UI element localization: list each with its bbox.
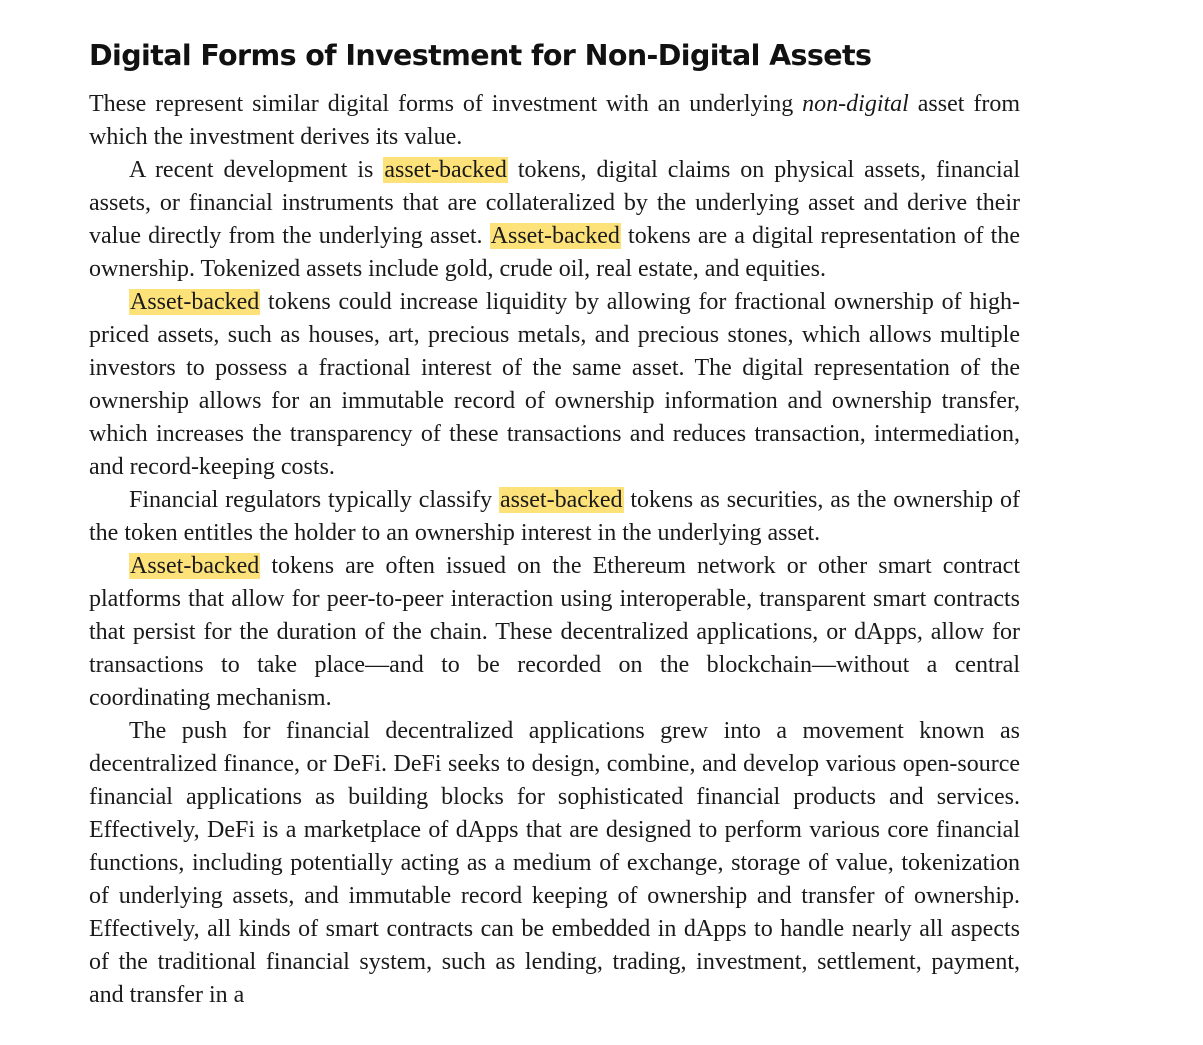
section-heading: Digital Forms of Investment for Non-Digital Assets xyxy=(89,39,872,72)
text-run: A recent development is xyxy=(129,157,384,183)
paragraph-1 xyxy=(89,88,1020,154)
text-run: tokens as securities, as the ownership of the token entitles the holder to an ownership interest in the underlying asset. xyxy=(89,487,1021,546)
text-run: tokens are a digital representation of the ownership. Tokenized assets include gold, crude oil, real estate, and equities. xyxy=(89,223,1020,282)
highlighted-term[interactable]: asset-backed xyxy=(384,157,507,183)
text-run: These represent similar digital forms of investment with an underlying xyxy=(89,91,803,117)
emphasis-text: non-digital xyxy=(802,91,909,117)
paragraph-2 xyxy=(89,154,1020,286)
text-run: Financial regulators typically classify xyxy=(129,487,499,513)
paragraph-4 xyxy=(89,484,1020,550)
text-run: tokens are often issued on the Ethereum network or other smart contract platforms that allow for peer-to-peer interaction using interoperable, transparent smart contracts that persist for the duration of the chain. These decentralized applications, or dApps, allow for transactions to take place—and to be recorded on the blockchain—without a central coordinating mechanism. xyxy=(89,553,1020,711)
paragraph-5 xyxy=(89,550,1020,715)
highlighted-term[interactable]: Asset-backed xyxy=(130,289,260,315)
paragraph-3 xyxy=(89,286,1020,484)
text-run: tokens, digital claims on physical assets, financial assets, or financial instruments that are collateralized by the underlying asset and derive their value directly from the underlying asset. xyxy=(89,157,1021,249)
highlighted-term[interactable]: asset-backed xyxy=(499,487,623,513)
paragraph-6 xyxy=(89,715,1020,1012)
text-run: tokens could increase liquidity by allowing for fractional ownership of high-priced assets, such as houses, art, precious metals, and precious stones, which allows multiple investors to possess a fractional interest of the same asset. The digital representation of the ownership allows for an immutable record of ownership information and ownership transfer, which increases the transparency of these transactions and reduces transaction, intermediation, and record-keeping costs. xyxy=(89,289,1020,480)
highlighted-term[interactable]: Asset-backed xyxy=(130,553,260,579)
text-run: The push for financial decentralized applications grew into a movement known as decentralized finance, or DeFi. DeFi seeks to design, combine, and develop various open-source financial applications as building blocks for sophisticated financial products and services. Effectively, DeFi is a marketplace of dApps that are designed to perform various core financial functions, including potentially acting as a medium of exchange, storage of value, tokenization of underlying assets, and immutable record keeping of ownership and transfer of ownership. Effectively, all kinds of smart contracts can be embedded in dApps to handle nearly all aspects of the traditional financial system, such as lending, trading, investment, settlement, payment, and transfer in a xyxy=(89,718,1020,1008)
text-run: asset from which the investment derives its value. xyxy=(89,91,1020,150)
document-page xyxy=(89,36,1020,1012)
highlighted-term[interactable]: Asset-backed xyxy=(490,223,620,249)
body-text xyxy=(89,88,1020,1012)
